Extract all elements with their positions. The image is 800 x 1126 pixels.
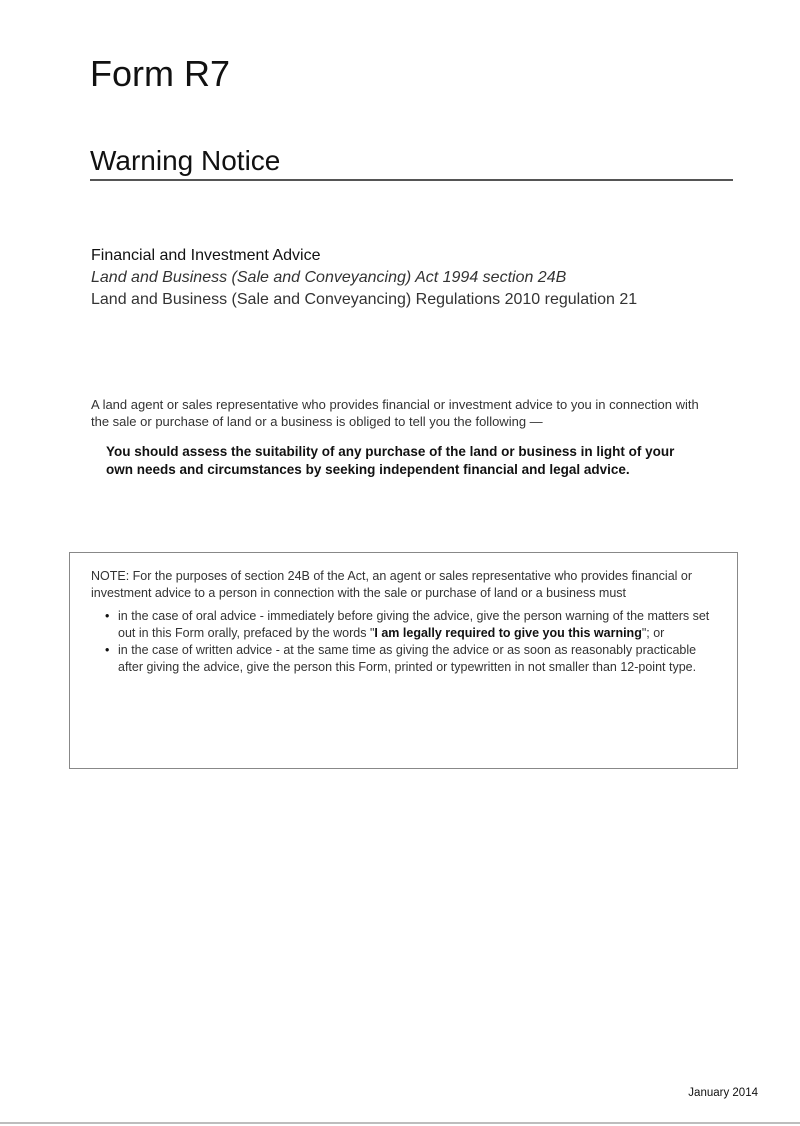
oral-advice-text-end: "; or — [641, 626, 665, 640]
advice-heading: Financial and Investment Advice — [91, 247, 321, 264]
note-list — [91, 608, 719, 676]
page-title: Warning Notice — [90, 145, 281, 176]
page-bottom-edge — [0, 1122, 800, 1124]
oral-advice-required-phrase: I am legally required to give you this warning — [374, 626, 642, 640]
footer-date: January 2014 — [688, 1087, 758, 1099]
bullet-icon: • — [105, 643, 110, 657]
form-number: Form R7 — [90, 53, 231, 94]
advice-section — [91, 245, 751, 311]
note-paragraph: NOTE: For the purposes of section 24B of the Act, an agent or sales representative who provides financial or investment advice to a person in connection with the sale or purchase of land or a business must — [91, 569, 693, 600]
act-reference: Land and Business (Sale and Conveyancing) Act 1994 section 24B — [91, 269, 567, 286]
note-item-written-advice — [91, 642, 719, 676]
intro-paragraph: A land agent or sales representative who provides financial or investment advice to you in connection with the sale or purchase of land or a business is obliged to tell you the following — — [91, 397, 699, 429]
warning-statement: You should assess the suitability of any purchase of the land or business in light of your own needs and circumstances by seeking independent financial and legal advice. — [106, 444, 675, 477]
oral-advice-text: in the case of oral advice - immediately before giving the advice, give the person warning of the matters set out in this Form orally, prefaced by the words " — [118, 609, 710, 640]
regulation-reference: Land and Business (Sale and Conveyancing) Regulations 2010 regulation 21 — [91, 291, 638, 308]
title-underline-divider — [90, 179, 733, 181]
written-advice-text: in the case of written advice - at the same time as giving the advice or as soon as reasonably practicable after giving the advice, give the person this Form, printed or typewritten in not smaller than 12-point type. — [118, 643, 697, 674]
note-box — [69, 552, 738, 769]
bullet-icon: • — [105, 609, 110, 623]
note-item-oral-advice — [91, 608, 719, 642]
